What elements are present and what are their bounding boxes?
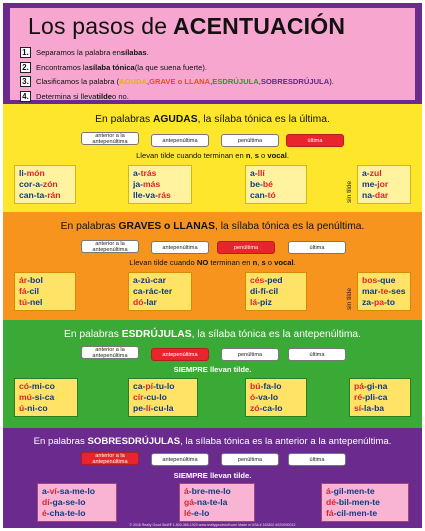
heading-text: En palabras [63,329,122,340]
syl-tonic: gá [184,497,195,507]
pill-penultima: penúltima [221,134,279,147]
syl: -ses [388,286,406,296]
syl: na- [362,190,375,200]
syl-tonic: rán [47,190,61,200]
heading-type: SOBRESDRÚJULAS [87,436,181,447]
syl-tonic: llí [257,168,265,178]
syl: -gil-men-te [330,486,375,496]
title-light: Los pasos de [28,13,168,39]
syl-tonic: dé [326,497,337,507]
step-text: Determina si lleva [36,91,97,101]
syl-tonic: zul [369,168,382,178]
syl-tonic: trás [140,168,157,178]
syl-tonic: ú [19,403,25,413]
rule-text [3,258,422,267]
word-box-graves-1 [14,272,76,311]
word [250,168,302,179]
syl: -gi-na [364,381,388,391]
word [19,179,71,190]
word-box-agudas-3 [245,165,307,204]
word [133,286,187,297]
rule-bold: s [254,151,259,160]
syl: -to [383,297,395,307]
separator: , [258,77,261,86]
heading-text: En palabras [95,114,153,125]
syl: -fa-lo [260,381,282,391]
footer-credits: © 2016 Really Good Stuff® 1-800-366-1920 www.reallygoodstuff.com Made in USA # 163302 #SS0000012 [129,523,296,527]
word [362,179,406,190]
word [19,392,73,403]
syl: -ca-lo [259,403,283,413]
syl: -piz [257,297,272,307]
word [250,190,302,201]
syl-tonic: dó [133,297,144,307]
syl: ca-rác [133,286,159,296]
header-panel [3,3,422,104]
heading-text: , la sílaba tónica es la penúltima. [214,221,365,232]
word [42,486,112,497]
step-text: o no. [111,91,129,101]
syl-tonic: cés [250,275,265,285]
syl: -cil [265,286,279,296]
word [250,297,302,308]
step-3 [20,75,410,88]
syl-tonic: bú [250,381,261,391]
word [326,497,404,508]
syl: -sa-me-lo [56,486,96,496]
word-box-agudas-2 [128,165,192,204]
syl-tonic: jor [377,179,389,189]
syl-tonic: pa [373,297,384,307]
word [354,403,406,414]
syl-tonic: pí [145,381,154,391]
syl-tonic: có [19,381,30,391]
word [326,508,404,519]
word-box-graves-4 [357,272,411,311]
syl: -ga-se-lo [49,497,86,507]
title-bold: ACENTUACIÓN [172,13,346,39]
heading-type: AGUDAS [152,114,198,125]
type-aguda: AGUDA [119,77,147,86]
syl-tonic: ó [250,392,256,402]
rule-part: o [265,258,275,267]
step-number: 2. [20,62,31,73]
word [362,286,406,297]
syl: -tu-lo [153,381,175,391]
syl: -bol [27,275,43,285]
rule-text: SIEMPRE llevan tilde. [173,471,252,480]
syl-tonic: cír [133,392,144,402]
rule-part: . [293,258,296,267]
rule-part: terminan en [208,258,253,267]
rule-part: , [250,151,255,160]
word [133,403,193,414]
syl-tonic: dí [42,497,50,507]
syl-tonic: ví [49,486,57,496]
syl-tonic: sí [354,403,362,413]
pill-penultima: penúltima [221,348,279,361]
syl: -si-ca [31,392,55,402]
syl: -mi-co [29,381,55,391]
syl-tonic: é [42,508,47,518]
syl-tonic: lí [145,403,151,413]
word [184,486,250,497]
step-number: 3. [20,76,31,87]
syl: -cil [26,286,40,296]
section-esdrujulas [3,320,422,428]
step-bold: sílabas [120,48,147,57]
rule-bold: n [245,151,251,160]
syl-tonic: bé [262,179,273,189]
word [42,508,112,519]
pill-ultima-active: última [286,134,344,147]
word [362,168,406,179]
syl: di-fí [250,286,266,296]
word [19,286,71,297]
word [250,286,302,297]
step-text: ). [329,77,334,86]
syl-tonic: más [143,179,161,189]
word [19,381,73,392]
word [19,168,71,179]
syl-tonic: món [26,168,45,178]
syl-tonic: á [326,486,331,496]
heading-text: , la sílaba tónica es la última. [197,114,330,125]
syl-tonic: lé [184,508,192,518]
page-title [28,13,345,40]
pill-ultima: última [288,348,346,361]
pill-ultima: última [288,453,346,466]
word [184,508,250,519]
syl: -nel [27,297,43,307]
syl: -car [150,275,166,285]
step-bold: sílaba tónica [88,62,135,72]
pill-ultima: última [288,241,346,254]
syl: -la-ba [361,403,385,413]
word-box-esdrujulas-2 [128,378,198,417]
heading-text: , la sílaba tónica es la antepenúltima. [191,329,362,340]
rule-bold: NO [196,258,209,267]
syl-tonic: pá [354,381,365,391]
section-sobresdrujulas [3,428,422,528]
step-number: 1. [20,47,31,58]
step-bold: tilde [96,91,112,101]
pill-anterior: anterior a la antepenúltima [81,346,139,359]
word [250,392,302,403]
step-text: (la que suena fuerte). [134,62,207,72]
step-text: Separamos la palabra en [36,48,121,57]
word-box-sobresdrujulas-3 [321,483,409,522]
pill-anterior: anterior a la antepenúltima [81,240,139,253]
syl-tonic: lá [250,297,258,307]
syl: -bil-men-te [336,497,380,507]
syl: can- [250,190,268,200]
heading-text: En palabras [60,221,119,232]
pill-anterior: anterior a la antepenúltima [81,132,139,145]
word [133,381,193,392]
word [19,297,71,308]
word-box-graves-2 [128,272,192,311]
syl: li- [19,168,27,178]
syl-tonic: fá [326,508,334,518]
pill-anterior-active: anterior a la antepenúltima [81,452,139,465]
pill-antepenultima-active: antepenúltima [151,348,209,361]
header-inner [10,8,415,100]
syl: me- [362,179,378,189]
step-text: Encontramos la [36,62,89,72]
rule-bold: vocal [274,258,294,267]
step-number: 4. [20,91,31,102]
word [326,486,404,497]
syl: -que [377,275,396,285]
syl: ja- [133,179,144,189]
syl: -ped [264,275,283,285]
word [133,168,187,179]
heading-type: ESDRÚJULAS [121,329,192,340]
sin-tilde-label: sin tilde [346,287,353,310]
syl-tonic: mú [19,392,32,402]
type-sobresdrujula: SOBRESDRÚJULA [260,77,330,86]
word [250,381,302,392]
heading-text: En palabras [33,436,88,447]
word-box-esdrujulas-3 [245,378,307,417]
sin-tilde-label: sin tilde [346,180,353,203]
word-box-esdrujulas-4 [349,378,411,417]
word-box-sobresdrujulas-1 [37,483,117,522]
word [362,190,406,201]
syl: -lar [143,297,157,307]
syl-tonic: bos [362,275,378,285]
section-graves [3,212,422,320]
word [42,497,112,508]
section-heading [3,114,422,125]
syl: -cu-lo [143,392,167,402]
syl: -cha-te-lo [46,508,86,518]
word [362,297,406,308]
word [133,392,193,403]
rule-bold: n [252,258,258,267]
syl-tonic: rás [157,190,171,200]
syl: za- [362,297,374,307]
word [19,403,73,414]
poster [3,3,422,528]
syl: -ni-co [24,403,48,413]
syl-tonic: ár [19,275,28,285]
syl: -na-te-la [194,497,228,507]
syl: be- [250,179,263,189]
syl-tonic: tú [19,297,28,307]
word-box-agudas-4 [357,165,411,204]
syl: can-ta- [19,190,48,200]
syl: a- [250,168,258,178]
step-text: . [146,48,149,57]
syl: a- [42,486,50,496]
heading-text: , la sílaba tónica es la anterior a la antepenúltima. [180,436,392,447]
heading-type: GRAVES o LLANAS [118,221,215,232]
pill-penultima: penúltima [221,453,279,466]
syl: a- [133,168,141,178]
word [133,179,187,190]
syl: ca- [133,381,146,391]
word [133,190,187,201]
step-text: Clasificamos la palabra ( [36,77,120,86]
type-grave: GRAVE o LLANA [149,77,211,86]
pill-antepenultima: antepenúltima [151,241,209,254]
rule-text: SIEMPRE llevan tilde. [173,365,252,374]
syl: lle-va- [133,190,158,200]
pill-antepenultima: antepenúltima [151,134,209,147]
syl-tonic: tó [267,190,276,200]
section-agudas [3,104,422,212]
step-2 [20,61,410,74]
section-heading [3,436,422,447]
rule-bold: vocal [267,151,287,160]
syl-tonic: fá [19,286,27,296]
section-heading [3,329,422,340]
word [19,190,71,201]
step-1 [20,46,410,59]
syl-tonic: dar [374,190,389,200]
separator: , [210,77,213,86]
word [362,275,406,286]
syl: -cu-la [150,403,174,413]
rule-part: , [257,258,262,267]
syl: mar- [362,286,381,296]
word [133,275,187,286]
rule-part: Llevan tilde cuando terminan en [136,151,246,160]
pill-antepenultima: antepenúltima [151,453,209,466]
word-box-esdrujulas-1 [14,378,78,417]
pill-penultima-active: penúltima [217,241,275,254]
rule-text [3,151,422,160]
word [133,297,187,308]
word-box-graves-3 [245,272,307,311]
syl: -ter [158,286,173,296]
rule-part: Llevan tilde cuando [129,258,197,267]
word [184,497,250,508]
separator: , [147,77,150,86]
word [250,179,302,190]
rule-bold: s [261,258,266,267]
rule-part: o [258,151,268,160]
syl: a- [362,168,370,178]
syl: -cil-men-te [333,508,378,518]
syl-tonic: te [380,286,389,296]
syl: cor-a- [19,179,43,189]
word [354,392,406,403]
steps-list [20,46,410,104]
word-box-agudas-1 [14,165,76,204]
syl: -va-lo [255,392,279,402]
syl: pe- [133,403,146,413]
type-esdrujula: ESDRÚJULA [212,77,259,86]
syl-tonic: á [184,486,189,496]
syl-tonic: zón [42,179,58,189]
word [250,275,302,286]
syl-tonic: zó [250,403,260,413]
syl-tonic: ré [354,392,363,402]
syl: -e-lo [191,508,210,518]
syl: a-zú [133,275,151,285]
section-heading [3,221,422,232]
rule-part: . [286,151,289,160]
syl: -bre-me-lo [188,486,231,496]
word [250,403,302,414]
word [354,381,406,392]
step-4 [20,90,410,103]
word [19,275,71,286]
syl: -pli-ca [362,392,388,402]
word-box-sobresdrujulas-2 [179,483,255,522]
